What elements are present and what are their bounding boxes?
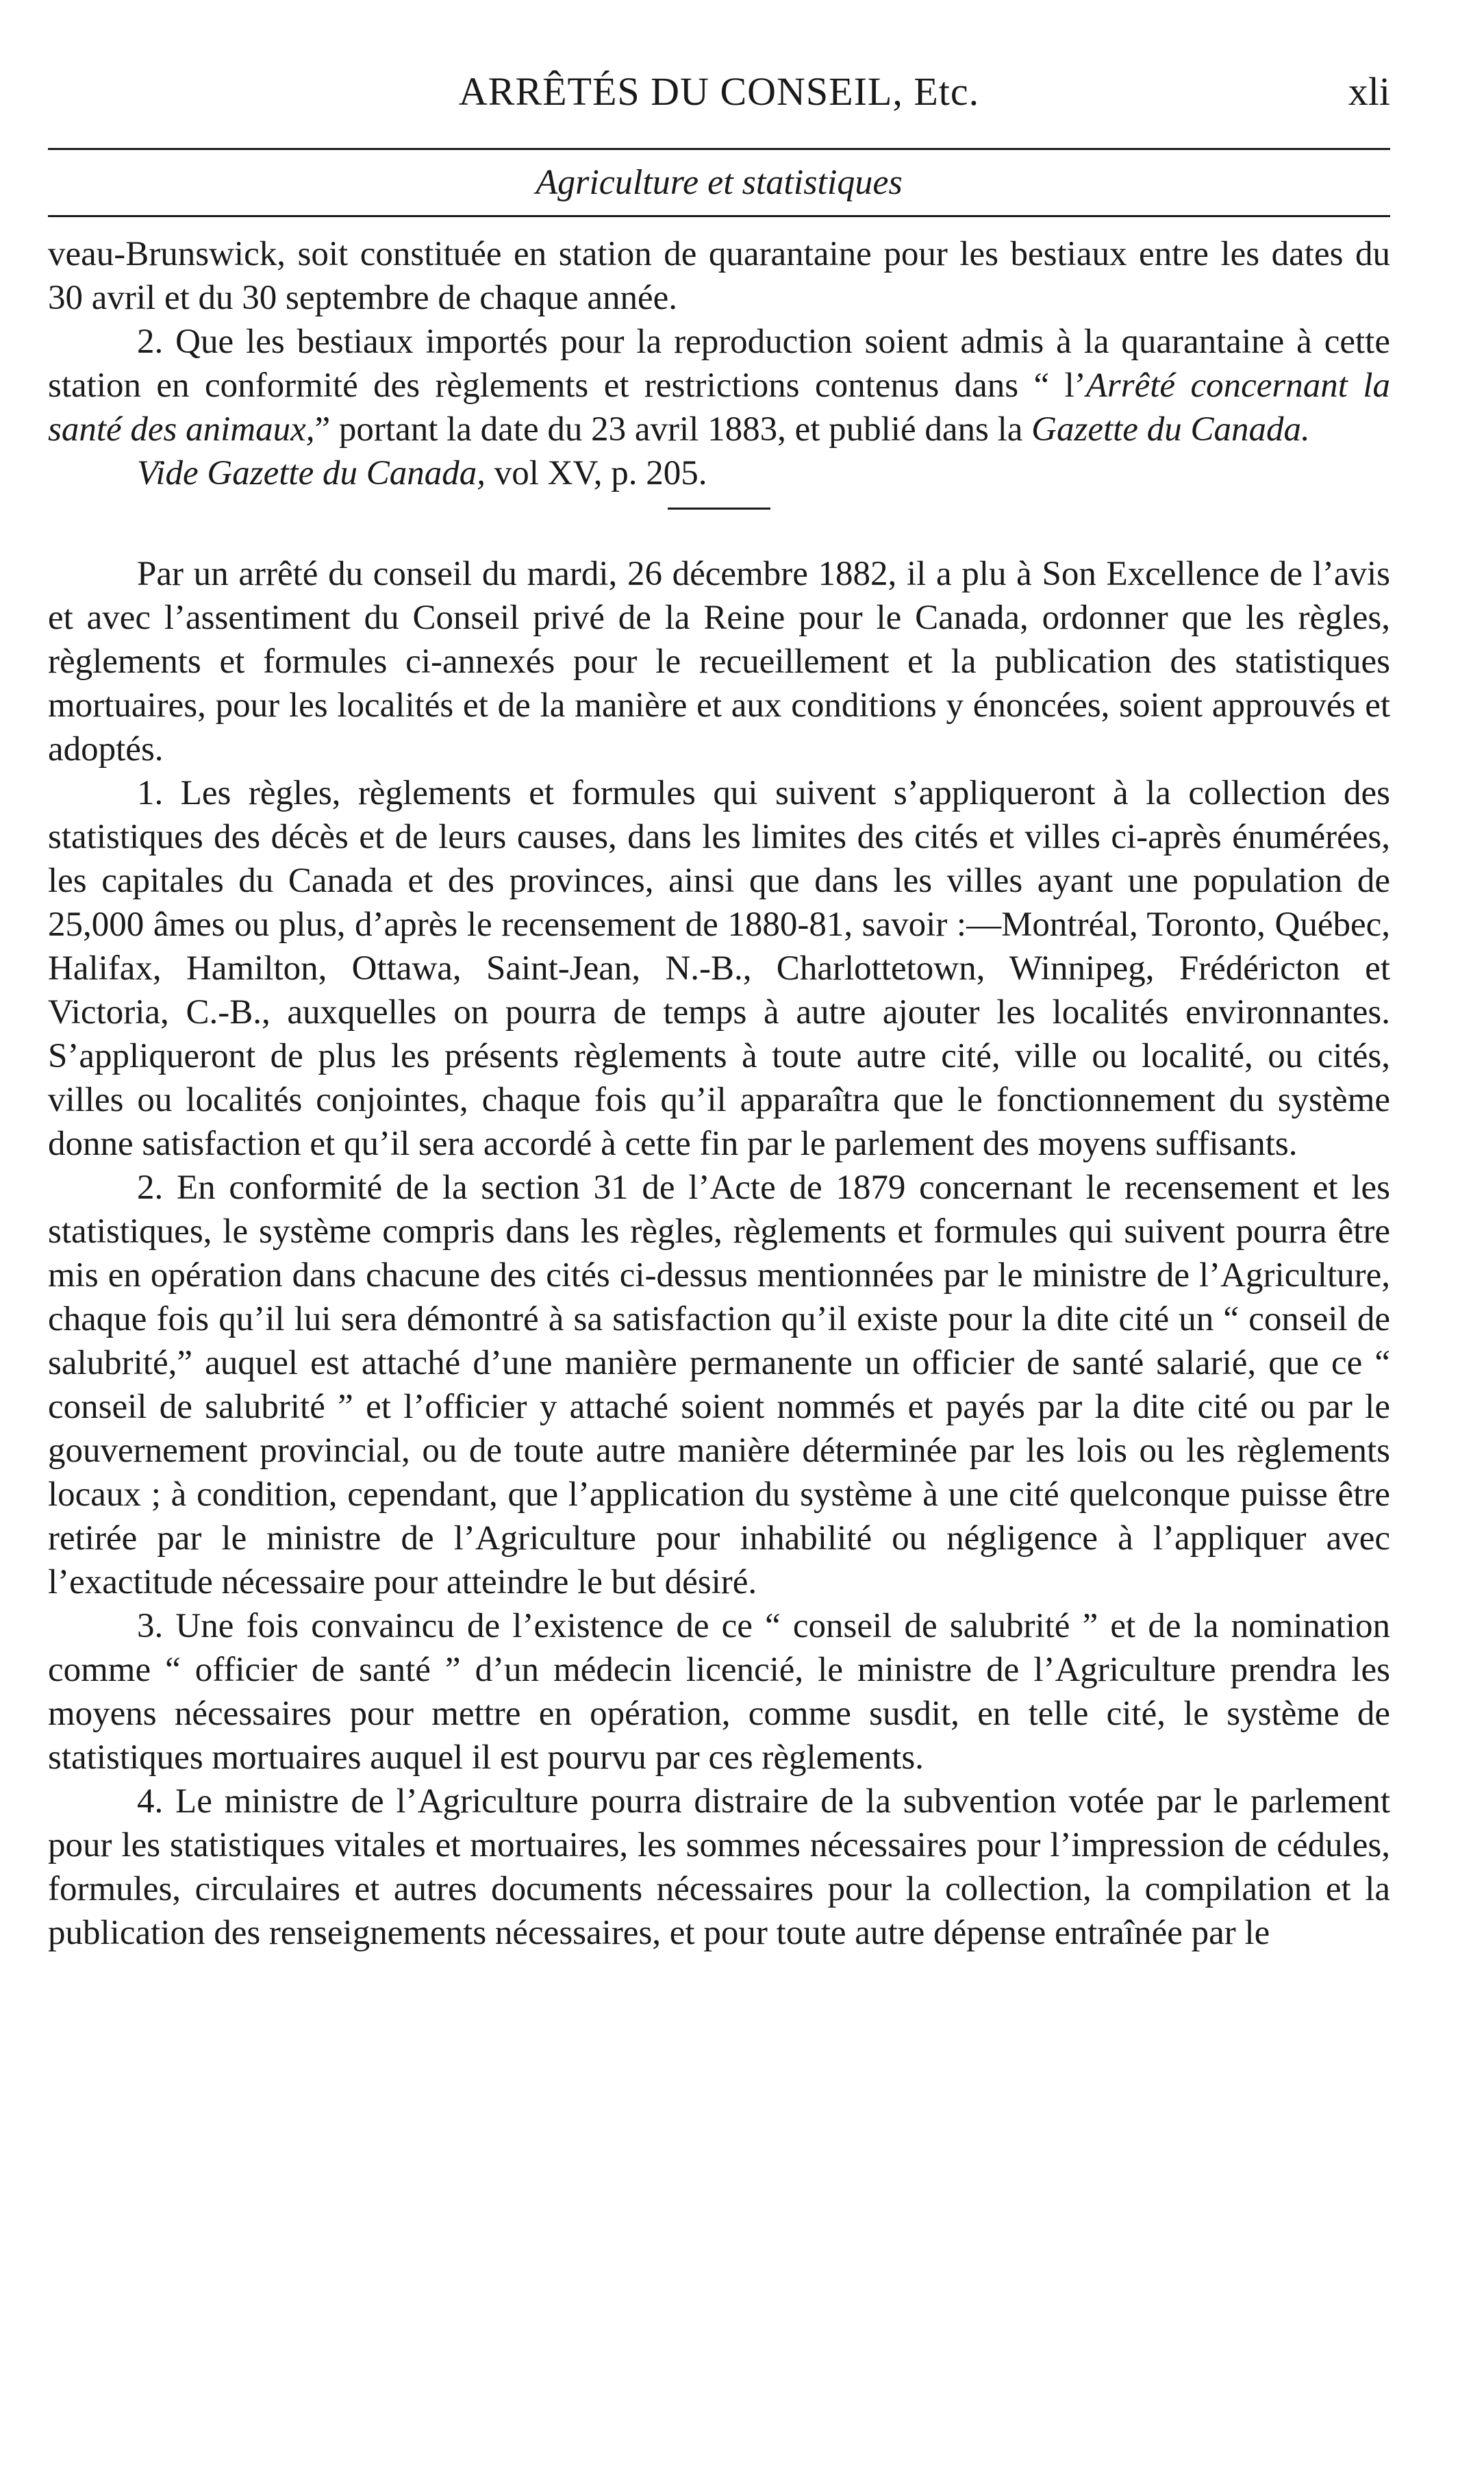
section-separator	[668, 508, 770, 510]
header-rule-bottom	[48, 215, 1390, 217]
running-header	[48, 62, 1390, 130]
page-title: ARRÊTÉS DU CONSEIL, Etc.	[458, 69, 980, 114]
continuation-paragraph: veau-Brunswick, soit constituée en station de quarantaine pour les bestiaux entre les dates du 30 avril et du 30 septembre de chaque année.	[48, 235, 1390, 317]
rule-paragraph-2: 2. En conformité de la section 31 de l’Acte de 1879 concernant le recensement et les statistiques, le système compris dans les règles, règlements et formules qui suivent pourra être mis en opération dans chacune des cités ci-dessus mentionnées par le ministre de l’Agriculture, chaque fois qu’il lui sera démontré à sa satisfaction qu’il existe pour la dite cité un “ conseil de salubrité,” auquel est attaché d’une manière permanente un officier de santé salarié, que ce “ conseil de salubrité ” et l’officier y attaché soient nommés et payés par la dite cité ou par le gouvernement provincial, ou de toute autre manière déterminée par les lois ou les règlements locaux ; à condition, cependant, que l’application du système à une cité quelconque puisse être retirée par le ministre de l’Agriculture pour inhabilité ou négligence à l’appliquer avec l’exactitude nécessaire pour atteindre le but désiré.	[48, 1169, 1390, 1601]
rule-paragraph-1: 1. Les règles, règlements et formules qui suivent s’appliqueront à la collection des statistiques des décès et de leurs causes, dans les limites des cités et villes ci-après énumérées, les capitales du Canada et des provinces, ainsi que dans les villes ayant une population de 25,000 âmes ou plus, d’après le recensement de 1880-81, savoir :—Montréal, Toronto, Québec, Halifax, Hamilton, Ottawa, Saint-Jean, N.-B., Charlottetown, Winnipeg, Frédéricton et Victoria, C.-B., auxquelles on pourra de temps à autre ajouter les localités environnantes. S’appliqueront de plus les présents règlements à toute autre cité, ville ou localité, ou cités, villes ou localités conjointes, chaque fois qu’il apparaîtra que le fonctionnement du système donne satisfaction et qu’il sera accordé à cette fin par le parlement des moyens suffisants.	[48, 774, 1390, 1163]
page-number: xli	[1348, 69, 1390, 114]
item2-italic-gazette: Gazette du Canada.	[1031, 410, 1310, 449]
vide-reference	[48, 451, 1390, 495]
item2-italic-title: Arrêté concernant la santé des animaux,	[48, 366, 1390, 449]
body-text	[48, 232, 1390, 1955]
document-page	[48, 62, 1390, 1955]
vide-rest: vol XV, p. 205.	[485, 454, 707, 492]
item2-text-before: 2. Que les bestiaux importés pour la reproduction soient admis à la quarantaine à cette station en conformité des règlements et restrictions contenus dans “ l’	[48, 323, 1390, 405]
paragraph-item-2-quarantine	[48, 320, 1390, 451]
item2-text-middle: ” portant la date du 23 avril 1883, et publié dans la	[314, 410, 1032, 449]
order-intro-paragraph: Par un arrêté du conseil du mardi, 26 décembre 1882, il a plu à Son Excellence de l’avis et avec l’assentiment du Conseil privé de la Reine pour le Canada, ordonner que les règles, règlements et formules ci-annexés pour le recueillement et la publication des statistiques mortuaires, pour les localités et de la manière et aux conditions y énoncées, soient approuvés et adoptés.	[48, 555, 1390, 769]
rule-paragraph-3: 3. Une fois convaincu de l’existence de ce “ conseil de salubrité ” et de la nomination comme “ officier de santé ” d’un médecin licencié, le ministre de l’Agriculture prendra les moyens nécessaires pour mettre en opération, comme susdit, en telle cité, le système de statistiques mortuaires auquel il est pourvu par ces règlements.	[48, 1607, 1390, 1777]
header-rule-top	[48, 148, 1390, 150]
section-subtitle: Agriculture et statistiques	[536, 163, 903, 202]
rule-paragraph-4: 4. Le ministre de l’Agriculture pourra distraire de la subvention votée par le parlement pour les statistiques vitales et mortuaires, les sommes nécessaires pour l’impression de cédules, formules, circulaires et autres documents nécessaires pour la collection, la compilation et la publication des renseignements nécessaires, et pour toute autre dépense entraînée par le	[48, 1782, 1390, 1952]
vide-italic: Vide Gazette du Canada,	[137, 454, 486, 492]
